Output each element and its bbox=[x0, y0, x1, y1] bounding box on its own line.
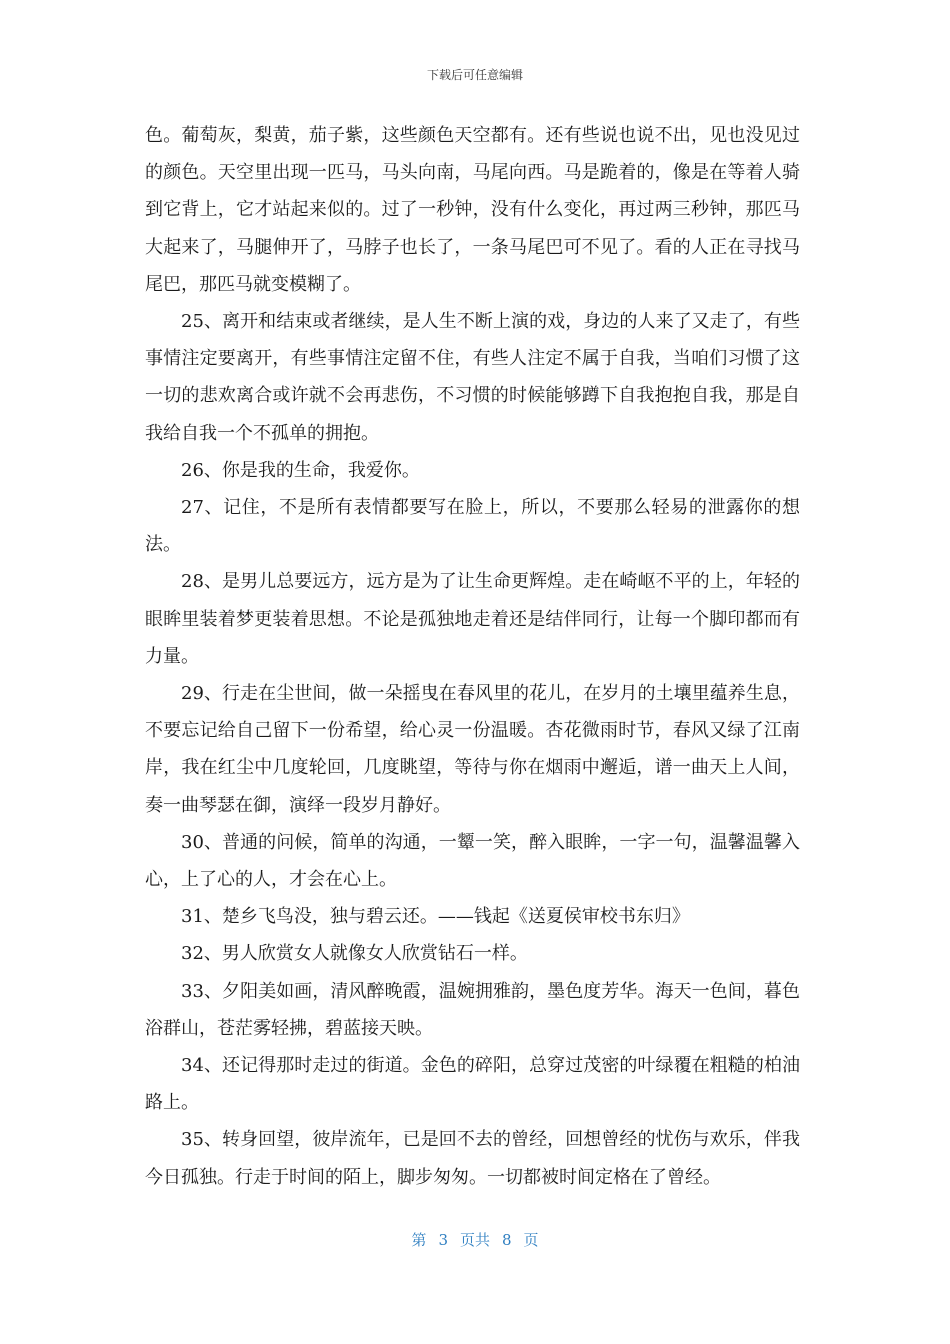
footer-prefix: 第 bbox=[411, 1231, 427, 1249]
page-header bbox=[0, 66, 950, 83]
paragraph-28: 28、是男儿总要远方，远方是为了让生命更辉煌。走在崎岖不平的上，年轻的眼眸里装着梦更装着思想。不论是孤独地走着还是结伴同行，让每一个脚印都而有力量。 bbox=[145, 571, 800, 667]
paragraph-25: 25、离开和结束或者继续，是人生不断上演的戏，身边的人来了又走了，有些事情注定要离开，有些事情注定留不住，有些人注定不属于自我，当咱们习惯了这一切的悲欢离合或许就不会再悲伤，不习惯的时候能够蹲下自我抱抱自我，那是自我给自我一个不孤单的拥抱。 bbox=[145, 311, 800, 444]
paragraph-29: 29、行走在尘世间，做一朵摇曳在春风里的花儿，在岁月的土壤里蕴养生息，不要忘记给自己留下一份希望，给心灵一份温暖。杏花微雨时节，春风又绿了江南岸，我在红尘中几度轮回，几度眺望，等待与你在烟雨中邂逅，谱一曲天上人间，奏一曲琴瑟在御，演绎一段岁月静好。 bbox=[145, 683, 800, 816]
page-footer bbox=[0, 1229, 950, 1250]
paragraph-33: 33、夕阳美如画，清风醉晚霞，温婉拥雅韵，墨色度芳华。海天一色间，暮色浴群山，苍茫雾轻拂，碧蓝接天映。 bbox=[145, 980, 800, 1039]
paragraph-31: 31、楚乡飞鸟没，独与碧云还。——钱起《送夏侯审校书东归》 bbox=[181, 906, 690, 928]
footer-total-pages: 8 bbox=[502, 1231, 512, 1249]
paragraph-30: 30、普通的问候，简单的沟通，一颦一笑，醉入眼眸，一字一句，温馨温馨入心，上了心的人，才会在心上。 bbox=[145, 831, 800, 891]
paragraph-27: 27、记住，不是所有表情都要写在脸上，所以，不要那么轻易的泄露你的想法。 bbox=[145, 497, 800, 556]
footer-middle: 页共 bbox=[459, 1231, 490, 1249]
paragraph-26: 26、你是我的生命，我爱你。 bbox=[181, 459, 420, 481]
footer-suffix: 页 bbox=[523, 1231, 539, 1249]
paragraph-34: 34、还记得那时走过的街道。金色的碎阳，总穿过茂密的叶绿覆在粗糙的柏油路上。 bbox=[145, 1055, 800, 1114]
paragraph-35: 35、转身回望，彼岸流年，已是回不去的曾经，回想曾经的忧伤与欢乐，伴我今日孤独。行走于时间的陌上，脚步匆匆。一切都被时间定格在了曾经。 bbox=[145, 1129, 800, 1188]
footer-current-page: 3 bbox=[438, 1231, 448, 1249]
paragraph-continuation: 色。葡萄灰，梨黄，茄子紫，这些颜色天空都有。还有些说也说不出，见也没见过的颜色。天空里出现一匹马，马头向南，马尾向西。马是跪着的，像是在等着人骑到它背上，它才站起来似的。过了一秒钟，没有什么变化，再过两三秒钟，那匹马大起来了，马腿伸开了，马脖子也长了，一条马尾巴可不见了。看的人正在寻找马尾巴，那匹马就变模糊了。 bbox=[145, 125, 800, 295]
header-text: 下载后可任意编辑 bbox=[426, 68, 523, 82]
paragraph-32: 32、男人欣赏女人就像女人欣赏钻石一样。 bbox=[181, 943, 528, 965]
document-body bbox=[145, 117, 800, 1196]
